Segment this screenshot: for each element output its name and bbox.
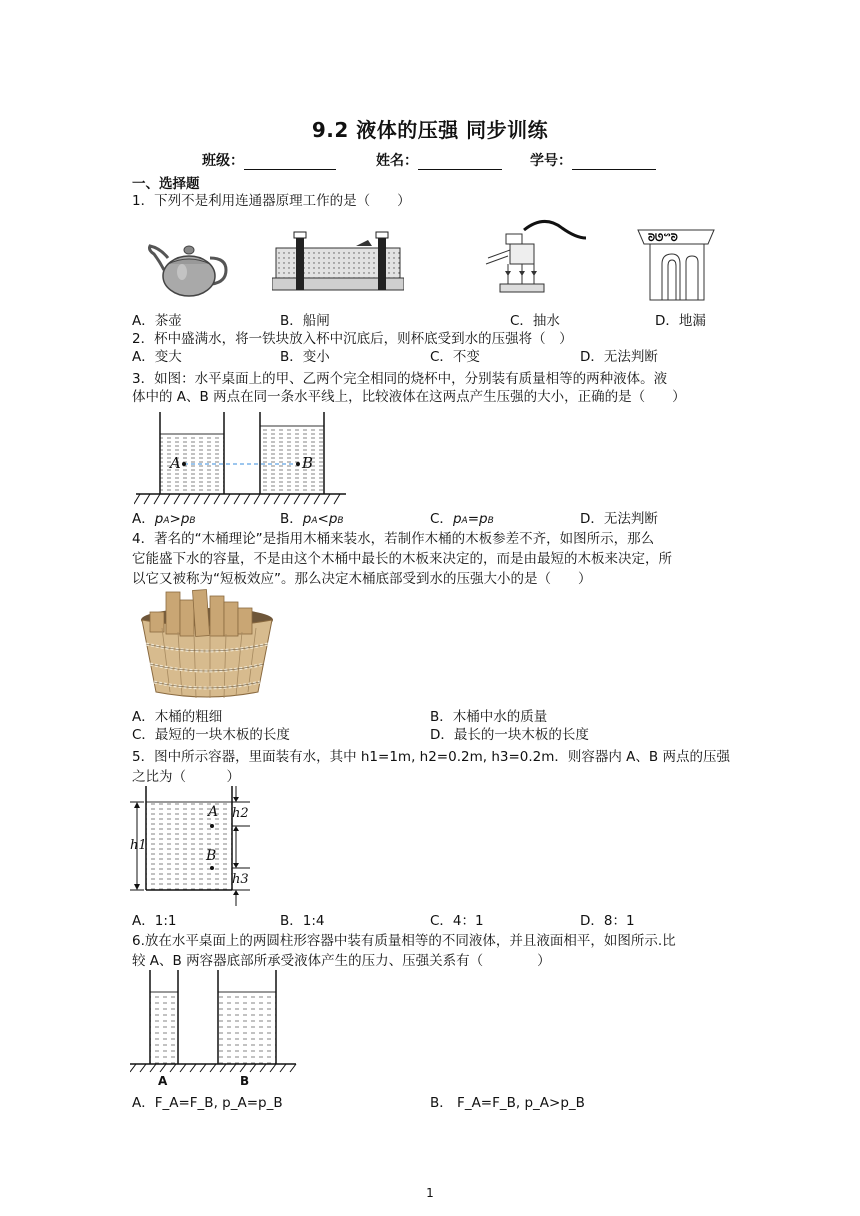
q5-point-b-label: B xyxy=(206,848,217,864)
two-containers-figure xyxy=(130,970,298,1074)
q6-stem-line1: 6.放在水平桌面上的两圆柱形容器中装有质量相等的不同液体，并且液面相平，如图所示.比 xyxy=(132,933,676,949)
q5-stem-line1: 5．图中所示容器，里面装有水，其中 h1=1m, h2=0.2m, h3=0.2m．则容器内 A、B 两点的压强 xyxy=(132,749,730,765)
q4-option-a: A．木桶的粗细 xyxy=(132,709,223,725)
q5-point-a-label: A xyxy=(208,804,219,820)
q6-container-b-label: B xyxy=(240,1074,250,1088)
q5-h1-label: h1 xyxy=(130,838,147,853)
q3-point-a-label: A xyxy=(170,454,181,472)
q3-option-d: D．无法判断 xyxy=(580,511,658,527)
class-field xyxy=(202,150,336,170)
name-field xyxy=(376,150,502,170)
q5-option-b: B．1:4 xyxy=(280,913,325,929)
id-label: 学号： xyxy=(530,153,572,169)
q4-option-c: C．最短的一块木板的长度 xyxy=(132,727,290,743)
q6-stem-line2: 较 A、B 两容器底部所承受液体产生的压力、压强关系有（ ） xyxy=(132,953,551,969)
q1-stem: 1．下列不是利用连通器原理工作的是（ ） xyxy=(132,193,411,209)
q5-option-c: C．4：1 xyxy=(430,913,484,929)
q3-stem-line1: 3．如图：水平桌面上的甲、乙两个完全相同的烧杯中，分别装有质量相等的两种液体。液 xyxy=(132,371,668,387)
q4-option-d: D．最长的一块木板的长度 xyxy=(430,727,589,743)
q4-option-b: B．木桶中水的质量 xyxy=(430,709,548,725)
ship-lock-figure xyxy=(272,226,404,294)
name-blank xyxy=(418,155,502,170)
class-blank xyxy=(244,155,336,170)
q6-option-b: B． F_A=F_B, p_A>p_B xyxy=(430,1095,585,1111)
q5-option-d: D．8：1 xyxy=(580,913,635,929)
q6-option-a: A．F_A=F_B, p_A=p_B xyxy=(132,1095,283,1111)
q1-option-d: D．地漏 xyxy=(655,313,706,329)
name-label: 姓名： xyxy=(376,153,418,169)
id-field xyxy=(530,150,656,170)
q5-h3-label: h3 xyxy=(232,872,249,887)
q1-option-b: B．船闸 xyxy=(280,313,330,329)
page-number: 1 xyxy=(426,1186,434,1200)
q4-stem-line1: 4．著名的“木桶理论”是指用木桶来装水，若制作木桶的木板参差不齐，如图所示，那么 xyxy=(132,531,655,547)
section-heading: 一、选择题 xyxy=(132,176,200,192)
id-blank xyxy=(572,155,656,170)
q4-stem-line3: 以它又被称为“短板效应”。那么决定木桶底部受到水的压强大小的是（ ） xyxy=(132,571,592,587)
q1-option-a: A．茶壶 xyxy=(132,313,182,329)
floor-drain-figure xyxy=(634,226,718,302)
water-pump-figure xyxy=(484,218,588,300)
q3-option-b: B．pA<pB xyxy=(280,511,344,527)
q3-option-c: C．pA=pB xyxy=(430,511,494,527)
q6-container-a-label: A xyxy=(158,1074,168,1088)
q5-stem-line2: 之比为（ ） xyxy=(132,769,240,785)
wooden-bucket-figure xyxy=(132,588,282,702)
q4-stem-line2: 它能盛下水的容量，不是由这个木桶中最长的木板来决定的，而是由最短的木板来决定，所 xyxy=(132,551,672,567)
q5-h2-label: h2 xyxy=(232,806,249,821)
q3-stem-line2: 体中的 A、B 两点在同一条水平线上，比较液体在这两点产生压强的大小，正确的是（ ） xyxy=(132,389,686,405)
class-label: 班级： xyxy=(202,153,244,169)
q2-stem: 2．杯中盛满水，将一铁块放入杯中沉底后，则杯底受到水的压强将（ ） xyxy=(132,331,573,347)
q3-point-b-label: B xyxy=(302,454,314,472)
q1-option-c: C．抽水 xyxy=(510,313,560,329)
q2-option-a: A．变大 xyxy=(132,349,182,365)
document-title: 9.2 液体的压强 同步训练 xyxy=(311,118,549,142)
svg-text:ᘐᘎᔥᘐ: ᘐᘎᔥᘐ xyxy=(648,233,678,244)
q2-option-b: B．变小 xyxy=(280,349,330,365)
q5-option-a: A．1:1 xyxy=(132,913,177,929)
q2-option-d: D．无法判断 xyxy=(580,349,658,365)
beakers-figure xyxy=(134,412,348,510)
q2-option-c: C．不变 xyxy=(430,349,480,365)
teapot-figure xyxy=(146,228,232,300)
q3-option-a: A．pA>pB xyxy=(132,511,196,527)
